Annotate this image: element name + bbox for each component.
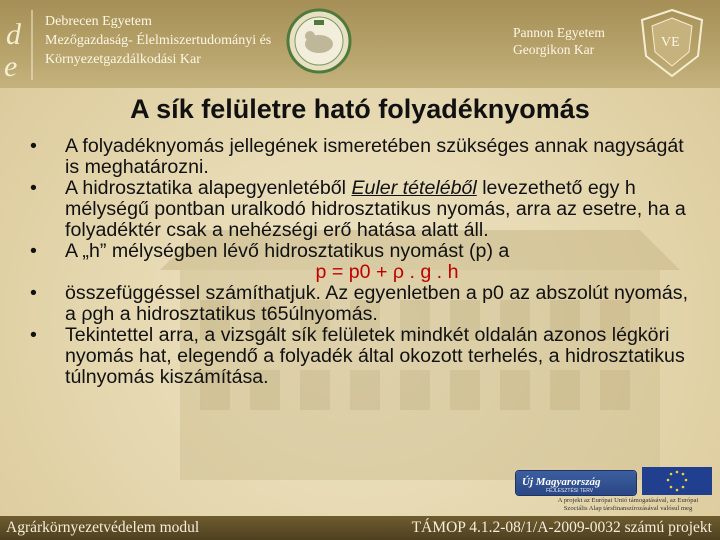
- svg-text:e: e: [4, 50, 18, 83]
- header-band: [0, 0, 720, 88]
- bullet-text: A „h” mélységben lévő hidrosztatikus nyomást (p) a: [65, 240, 510, 262]
- bullet-item: [30, 283, 700, 325]
- eu-note-line: A projekt az Európai Unió támogatásával, az Európai: [557, 497, 699, 504]
- debrecen-logo-icon: [2, 6, 38, 84]
- bullet-text: A folyadéknyomás jellegének ismeretében szükséges annak nagyságát is meghatározni.: [65, 135, 684, 178]
- bullet-dot: •: [30, 135, 37, 157]
- left-institution-line: Mezőgazdaság- Élelmiszertudományi és: [45, 33, 272, 48]
- eu-note-line: Szociális Alap társfinanszírozásával valósul meg: [563, 505, 693, 512]
- bullet-text: Tekintettel arra, a vizsgált sík felületek mindkét oldalán azonos légköri nyomás hat, elegendő a folyadék által okozott terhelés, a hidrosztatikus túlnyomás kiszámítása.: [65, 324, 685, 388]
- svg-text:d: d: [6, 18, 21, 51]
- footer-module: Agrárkörnyezetvédelem modul: [6, 519, 200, 536]
- svg-text:Új Magyarország: Új Magyarország: [522, 476, 601, 488]
- bullet-dot: •: [30, 240, 37, 262]
- left-institution-line: Debrecen Egyetem: [45, 14, 152, 29]
- svg-text:FEJLESZTÉSI TERV: FEJLESZTÉSI TERV: [546, 488, 594, 494]
- footer-project: TÁMOP 4.1.2-08/1/A-2009-0032 számú projekt: [411, 519, 712, 536]
- bullet-dot: •: [30, 177, 37, 199]
- bullet-text: A hidrosztatika alapegyenletéből: [65, 177, 352, 199]
- uj-magyarorszag-logo-icon: [516, 471, 636, 495]
- pannon-logo-icon: [632, 6, 712, 82]
- bullet-item: [30, 178, 700, 241]
- left-institution-line: Környezetgazdálkodási Kar: [45, 52, 201, 67]
- right-institution-line: Georgikon Kar: [513, 42, 595, 57]
- bullet-text: levezethető egy h mélységű pontban uralkodó hidrosztatikus nyomás, arra az esetre, ha a folyadéktér csak a nehézségi erő hatása alatt áll.: [65, 177, 686, 241]
- left-institution: [45, 12, 271, 69]
- right-institution-line: Pannon Egyetem: [513, 25, 605, 40]
- equation: p = p0 + ρ . g . h: [315, 261, 459, 283]
- footer-band: [0, 516, 720, 540]
- bullet-text: összefüggéssel számíthatjuk. Az egyenletben a p0 az abszolút nyomás, a ρgh a hidrosztatikus t65úlnyomás.: [65, 282, 689, 325]
- bullet-dot: •: [30, 282, 37, 304]
- right-institution: [513, 24, 605, 58]
- svg-text:VE: VE: [661, 35, 680, 50]
- university-seal-icon: [286, 8, 352, 74]
- slide-content: [30, 136, 700, 388]
- bullet-dot: •: [30, 324, 37, 346]
- eu-flag-icon: [642, 467, 712, 495]
- bullet-item: [30, 241, 700, 262]
- uj-magyarorszag-badge: [516, 471, 636, 495]
- bullet-item: [30, 325, 700, 388]
- eu-support-note: [538, 497, 718, 513]
- euler-link[interactable]: Euler tételéből: [351, 177, 477, 199]
- slide-title: A sík felületre ható folyadéknyomás: [130, 94, 590, 124]
- bullet-item: [30, 136, 700, 178]
